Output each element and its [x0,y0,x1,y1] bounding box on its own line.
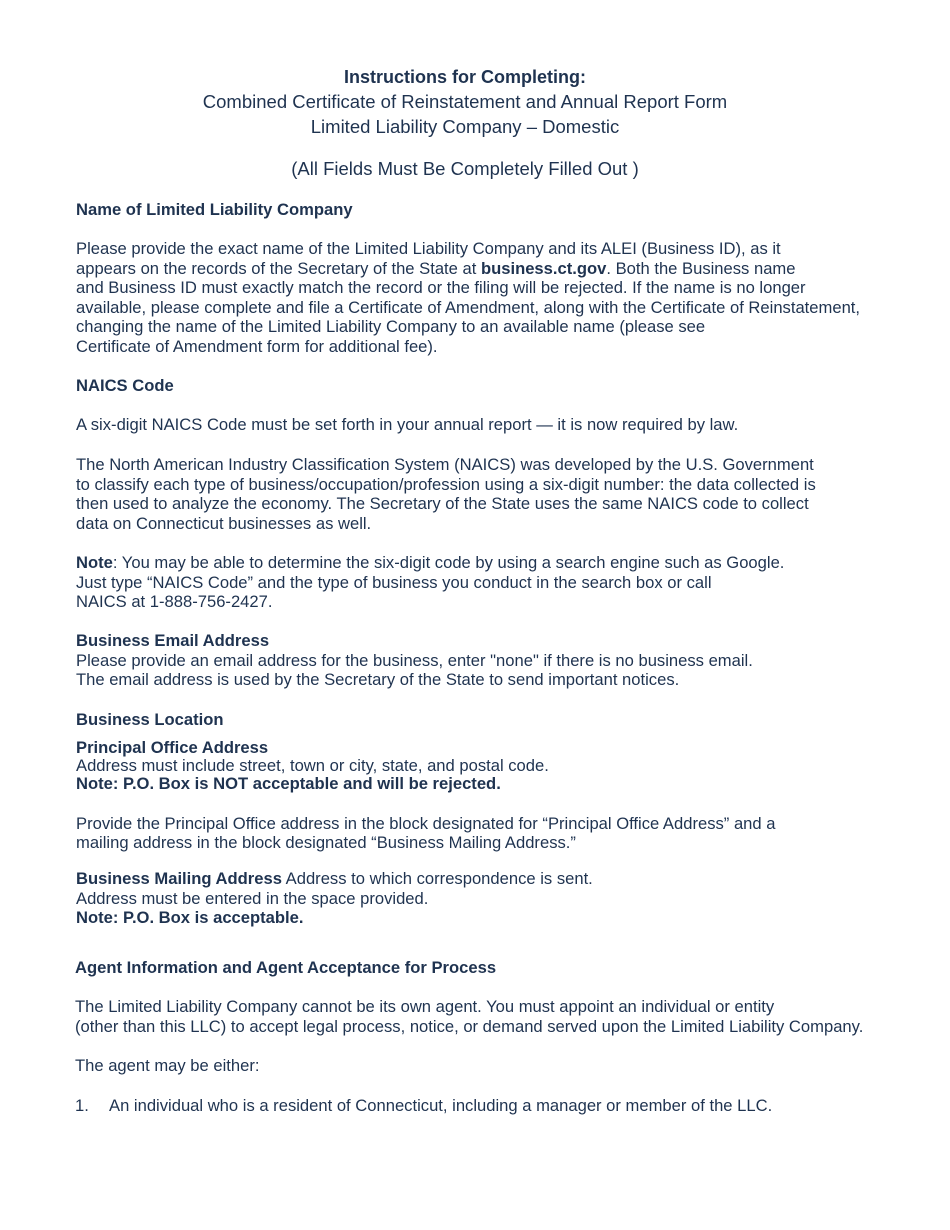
note-label: Note [76,553,113,572]
text-line: Address must include street, town or city, state, and postal code. [76,756,549,775]
mailing-address-label: Business Mailing Address [76,869,282,888]
text-line: The Limited Liability Company cannot be its own agent. You must appoint an individual or entity [75,997,775,1016]
agent-description [75,997,863,1036]
text-line: data on Connecticut businesses as well. [76,513,372,533]
location-heading: Business Location [76,710,224,729]
text-line: then used to analyze the economy. The Secretary of the State uses the same NAICS code to collect [76,494,809,514]
name-section-text [76,239,860,357]
principal-office-heading: Principal Office Address [76,738,269,757]
list-item-number: 1. [75,1096,89,1115]
principal-office-section [76,739,549,793]
page-title: Instructions for Completing: [344,67,586,87]
text-line: Please provide an email address for the business, enter "none" if there is no business email. [76,650,753,670]
text-line: NAICS at 1-888-756-2427. [76,592,273,612]
name-section-heading: Name of Limited Liability Company [76,200,353,219]
email-heading: Business Email Address [76,631,270,650]
naics-heading: NAICS Code [76,376,174,395]
naics-description [76,455,816,533]
text-fragment: . Both the Business name [606,258,796,278]
list-item [75,1096,772,1116]
website-link-text: business.ct.gov [480,258,607,278]
text-line [76,553,784,573]
text-fragment: appears on the records of the Secretary of the State at [76,258,481,278]
list-item-text: An individual who is a resident of Connecticut, including a manager or member of the LLC. [109,1096,773,1115]
fields-notice: (All Fields Must Be Completely Filled Out ) [291,158,639,179]
text-line: and Business ID must exactly match the record or the filing will be rejected. If the name is no longer [76,278,806,298]
mailing-address-note: Note: P.O. Box is acceptable. [76,908,304,928]
text-line: The email address is used by the Secretary of the State to send important notices. [76,670,680,690]
text-line [76,259,860,279]
text-line: Just type “NAICS Code” and the type of business you conduct in the search box or call [76,572,712,592]
text-line: mailing address in the block designated “Business Mailing Address.” [76,833,576,852]
form-name: Combined Certificate of Reinstatement and Annual Report Form [202,91,728,112]
text-line: available, please complete and file a Certificate of Amendment, along with the Certificate of Reinstatement, [76,297,861,317]
text-line: to classify each type of business/occupation/profession using a six-digit number: the data collected is [76,474,816,494]
text-line: changing the name of the Limited Liability Company to an available name (please see [76,317,706,337]
naics-note [76,553,784,612]
text-fragment: : You may be able to determine the six-digit code by using a search engine such as Google. [112,553,785,572]
email-section [76,631,753,690]
text-line: (other than this LLC) to accept legal process, notice, or demand served upon the Limited Liability Company. [75,1016,864,1036]
text-fragment: Address to which correspondence is sent. [281,869,593,888]
text-line: Provide the Principal Office address in the block designated for “Principal Office Address” and a [76,814,776,833]
text-line: Address must be entered in the space provided. [76,888,429,908]
agent-heading: Agent Information and Agent Acceptance for Process [75,958,497,977]
text-line: The North American Industry Classification System (NAICS) was developed by the U.S. Government [76,455,814,474]
naics-required-text: A six-digit NAICS Code must be set forth in your annual report — it is now required by law. [76,415,739,434]
principal-office-note: Note: P.O. Box is NOT acceptable and will be rejected. [76,774,501,793]
provide-address-text [76,814,775,852]
text-line: Certificate of Amendment form for additional fee). [76,336,438,356]
text-line: Please provide the exact name of the Limited Liability Company and its ALEI (Business ID), as it [76,239,781,258]
agent-either-text: The agent may be either: [75,1056,260,1075]
text-line [76,869,593,889]
mailing-address-section [76,869,593,928]
entity-type: Limited Liability Company – Domestic [310,116,620,137]
